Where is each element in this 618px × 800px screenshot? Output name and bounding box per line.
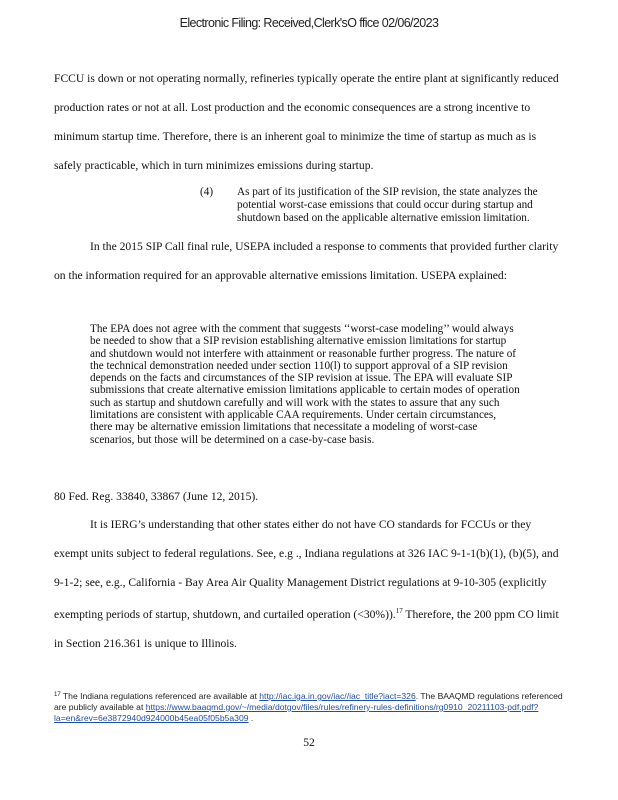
- block-quote-epa: The EPA does not agree with the comment that suggests ‘‘worst-case modeling’’ would always be needed to show that a SIP revision establishing alternative emission limitations for startup and shutdown would not interfere with attainment or reasonable further progress. The nature of the technical demonstration needed under section 110(l) to support approval of a SIP revision depends on the facts and circumstances of the SIP revision at issue. The EPA will evaluate SIP submissions that create alternative emission limitations applicable to certain modes of operation such as startup and shutdown carefully and will work with the states to assure that any such limitations are consistent with applicable CAA requirements. Under certain circumstances, there may be alternative emission limitations that necessitate a modeling of worst-case scenarios, but those will be determined on a case-by-case basis.: [90, 323, 520, 446]
- footnote-17: [54, 690, 574, 724]
- footnote-text-3: .: [248, 713, 254, 723]
- item-text: As part of its justification of the SIP revision, the state analyzes the potential worst-case emissions that could occur during startup and shutdown based on the applicable alternative emission limitation.: [237, 186, 538, 224]
- paragraph-fccu-startup: FCCU is down or not operating normally, refineries typically operate the entire plant at significantly reduced production rates or not at all. Lost production and the economic consequences are a strong incentive to minimum startup time. Therefore, there is an inherent goal to minimize the time of startup as much as is safely practicable, which in turn minimizes emissions during startup.: [54, 72, 559, 172]
- footnote-link-baaqmd[interactable]: https://www.baaqmd.gov/~/media/dotgov/files/rules/refinery-rules-definitions/rg0910_20211103-pdf.pdf?la=en&rev=6e3872940d924000b45ea05f05b5a309: [54, 702, 539, 723]
- footnote-text-2: . The BAAQMD regulations referenced are publicly available at: [54, 691, 563, 712]
- paragraph-sip-call: In the 2015 SIP Call final rule, USEPA included a response to comments that provided further clarity on the information required for an approvable alternative emissions limitation. USEPA explained:: [54, 240, 559, 282]
- paragraph-text: It is IERG’s understanding that other states either do not have CO standards for FCCUs or they exempt units subject to federal regulations. See, e.g ., Indiana regulations at 326 IAC 9-1-1(b)(1), (b)(5), and 9-1-2; see, e.g., California - Bay Area Air Quality Management District regulations at 9-10-305 (explicitly exempting periods of startup, shutdown, and curtailed operation (<30%)).: [54, 518, 559, 621]
- footnote-divider: [54, 682, 186, 683]
- footnote-number: 17: [54, 692, 61, 698]
- footnote-reference[interactable]: 17: [395, 607, 403, 615]
- electronic-filing-header: Electronic Filing: Received,Clerk'sO ffice 02/06/2023: [179, 16, 439, 30]
- paragraph-other-states: [54, 510, 566, 658]
- footnote-text-1: The Indiana regulations referenced are available at: [60, 691, 260, 701]
- page-number: 52: [303, 736, 315, 749]
- citation-fed-reg: 80 Fed. Reg. 33840, 33867 (June 12, 2015).: [54, 490, 259, 503]
- paragraph-text-end: Therefore, the 200 ppm CO limit in Section 216.361 is unique to Illinois.: [54, 608, 559, 650]
- item-number: (4): [200, 186, 214, 198]
- footnote-link-indiana[interactable]: http://iac.iga.in.gov/iac//iac_title?iact=326: [259, 691, 416, 701]
